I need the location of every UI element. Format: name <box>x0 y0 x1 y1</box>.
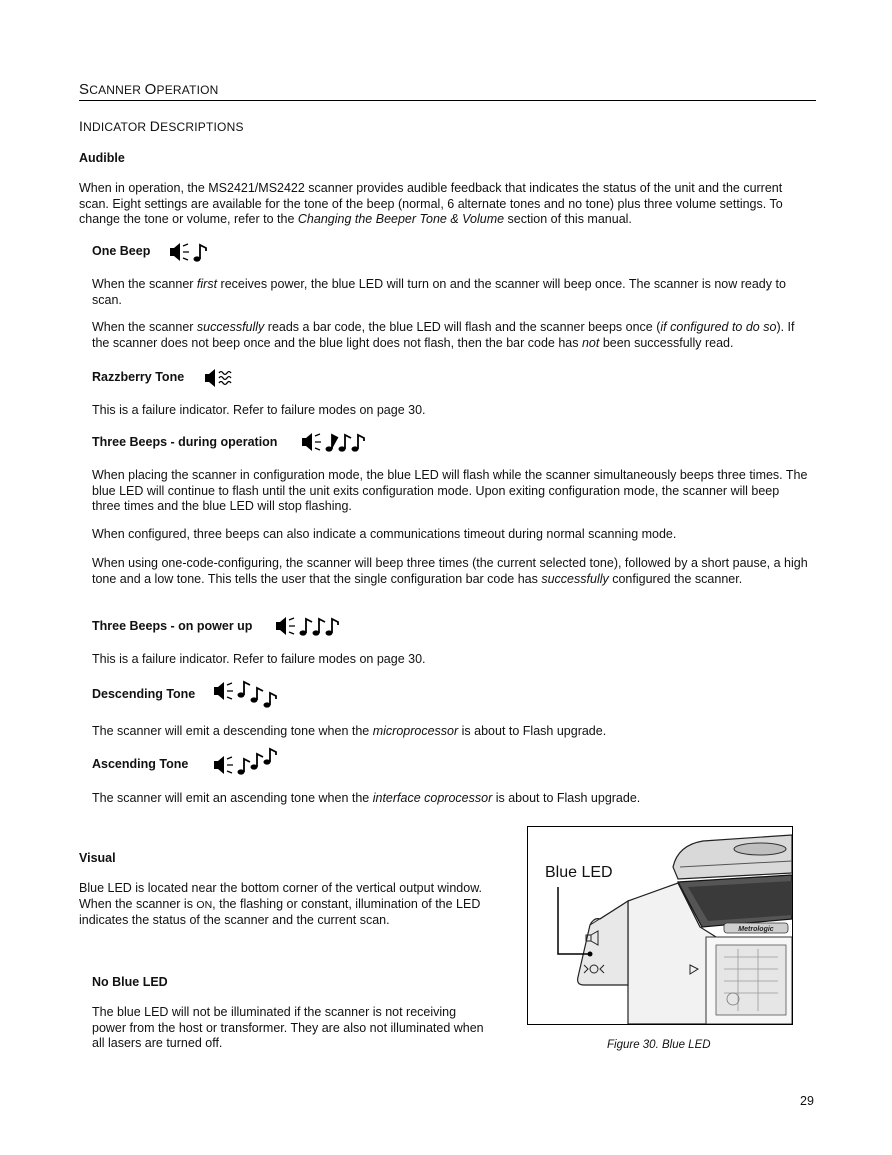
three-beeps-powerup-heading: Three Beeps - on power up <box>92 619 253 633</box>
razzberry-p1: This is a failure indicator. Refer to failure modes on page 30. <box>92 403 426 417</box>
one-beep-tone-icon <box>168 240 218 264</box>
descending-tone-p1: The scanner will emit a descending tone when the microprocessor is about to Flash upgrade. <box>92 724 607 738</box>
three-beeps-tone-icon <box>300 430 370 454</box>
ascending-tone-p1: The scanner will emit an ascending tone when the interface coprocessor is about to Flash upgrade. <box>92 791 641 805</box>
speaker-icon <box>302 433 312 451</box>
figure-caption: Figure 30. Blue LED <box>607 1039 711 1051</box>
audible-heading: Audible <box>79 151 125 165</box>
audible-intro: When in operation, the MS2421/MS2422 scanner provides audible feedback that indicates the status of the unit and the current scan. Eight settings are available for the tone of the beep (normal, 6 alternate tones and no tone) plus three volume settings. To change the tone or volume, refer to the Changing the Beeper Tone & Volume section of this manual. <box>79 181 783 226</box>
figure-label: Blue LED <box>545 864 613 881</box>
descending-tone-heading: Descending Tone <box>92 687 196 701</box>
three-beeps-operation-p3: When using one-code-configuring, the scanner will beep three times (the current selected tone), followed by a short pause, a high tone and a low tone. This tells the user that the single configuration bar code has successfully configured the scanner. <box>92 556 808 586</box>
razzberry-wave-icon <box>219 372 231 385</box>
speaker-icon <box>214 682 224 700</box>
visual-heading: Visual <box>79 851 116 865</box>
visual-p1: Blue LED is located near the bottom corner of the vertical output window. When the scanner is ON, the flashing or constant, illumination of the LED indicates the status of the scanner and the current scan. <box>79 881 483 927</box>
one-beep-p2: When the scanner successfully reads a bar code, the blue LED will flash and the scanner beeps once (if configured to do so). If the scanner does not beep once and the blue light does not flash, then the bar code has not been successfully read. <box>92 320 795 350</box>
section-title: SCANNER OPERATION <box>79 81 219 98</box>
speaker-icon <box>214 756 224 774</box>
razzberry-heading: Razzberry Tone <box>92 370 185 384</box>
no-blue-led-heading: No Blue LED <box>92 975 168 989</box>
three-beeps-powerup-p1: This is a failure indicator. Refer to failure modes on page 30. <box>92 652 426 666</box>
three-beeps-operation-heading: Three Beeps - during operation <box>92 435 278 449</box>
speaker-icon <box>170 243 180 261</box>
music-note-icon <box>194 245 207 262</box>
speaker-icon <box>205 369 215 387</box>
descending-tone-icon <box>212 680 282 710</box>
no-blue-led-p1: The blue LED will not be illuminated if the scanner is not receiving power from the host or transformer. They are also not illuminated when all lasers are turned off. <box>92 1005 484 1050</box>
three-beeps-operation-p1: When placing the scanner in configuration mode, the blue LED will flash while the scanner simultaneously beeps three times. The blue LED will continue to flash until the unit exits configuration mode. Upon exiting configuration mode, the scanner will beep three times and the blue LED will stop flashing. <box>92 468 808 513</box>
three-beeps-operation-p2: When configured, three beeps can also indicate a communications timeout during normal scanning mode. <box>92 527 677 541</box>
scanner-illustration <box>528 827 792 1024</box>
ascending-tone-icon <box>212 746 282 778</box>
blue-led-figure <box>527 826 793 1025</box>
one-beep-p1: When the scanner first receives power, the blue LED will turn on and the scanner will beep once. The scanner is now ready to scan. <box>92 277 786 307</box>
ascending-tone-heading: Ascending Tone <box>92 757 189 771</box>
figure-brand: Metrologic <box>738 926 774 933</box>
page-number: 29 <box>800 1094 814 1108</box>
razzberry-tone-icon <box>203 366 239 390</box>
section-divider <box>79 100 816 101</box>
subsection-title: INDICATOR DESCRIPTIONS <box>79 118 244 134</box>
speaker-icon <box>276 617 286 635</box>
one-beep-heading: One Beep <box>92 244 151 258</box>
three-beeps-powerup-tone-icon <box>274 614 344 638</box>
